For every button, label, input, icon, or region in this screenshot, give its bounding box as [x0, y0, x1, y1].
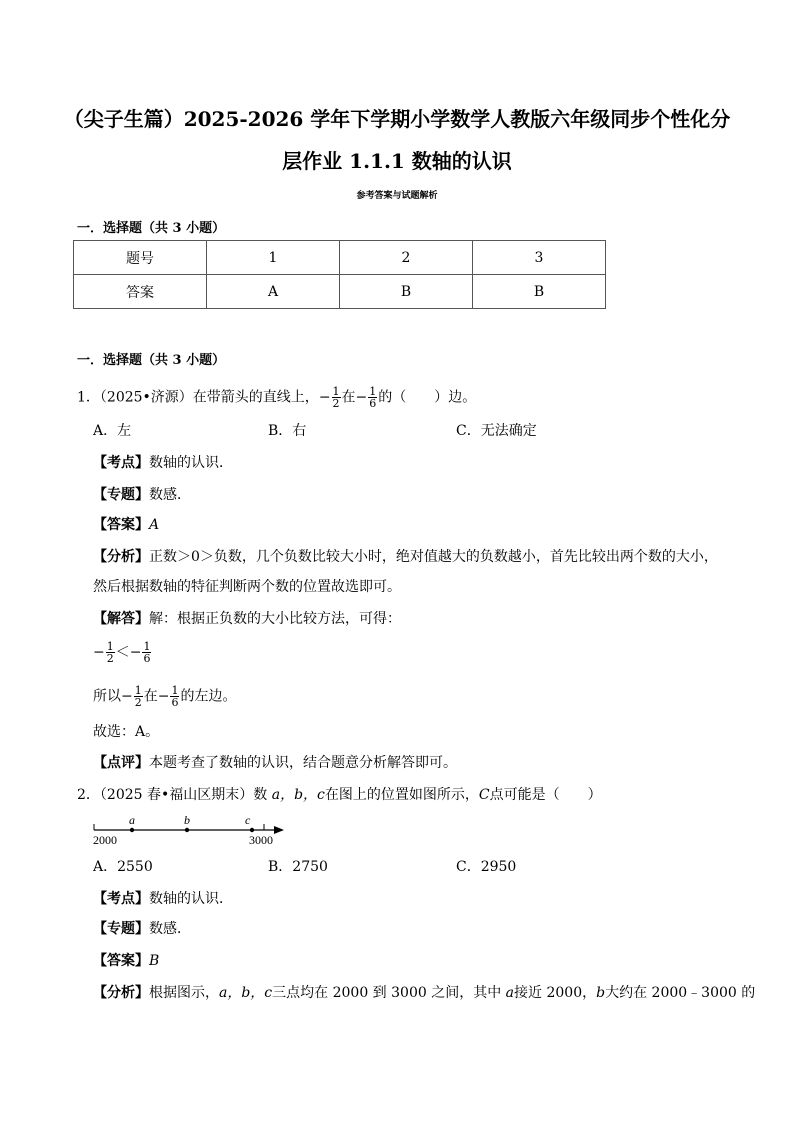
q1-answer: 【答案】A	[93, 517, 160, 533]
q2-stem: 2．（2025 春•福山区期末）数 a，b，c在图上的位置如图所示，C点可能是（ ）	[77, 787, 602, 803]
section-heading: 一．选择题（共 3 小题）	[77, 353, 226, 368]
q1-tail: 的（ ）边。	[378, 389, 477, 406]
answer-table	[73, 240, 606, 309]
label-c: c	[245, 813, 251, 827]
page-subtitle: 参考答案与试题解析	[356, 191, 438, 201]
table-row	[74, 241, 606, 275]
table-cell: 题号	[74, 241, 207, 275]
point-a	[130, 828, 134, 832]
q2-kaodian: 【考点】数轴的认识．	[93, 891, 233, 907]
q1-solution-1: 【解答】解：根据正负数的大小比较方法，可得：	[93, 611, 401, 627]
table-cell: 3	[473, 241, 606, 275]
q1-option-c: C．无法确定	[456, 423, 537, 439]
q2-option-b: B．2750	[268, 859, 328, 875]
q2-option-c: C．2950	[456, 859, 517, 875]
axis-start-label: 2000	[93, 833, 117, 847]
page-title-line2: 层作业 1.1.1 数轴的认识	[282, 149, 512, 173]
q1-conclusion: 所以− $\frac{1}{2}$ 在− $\frac{1}{6}$ 的左边。	[93, 684, 237, 709]
axis-end-label: 3000	[249, 833, 273, 847]
minus-sign: −	[355, 389, 368, 406]
q1-comment: 【点评】本题考查了数轴的认识，结合题意分析解答即可。	[93, 755, 457, 771]
fraction: $\frac{1}{6}$	[369, 385, 377, 410]
point-c	[250, 828, 254, 832]
q1-zhuanti: 【专题】数感．	[93, 487, 191, 503]
q2-option-a: A．2550	[93, 859, 153, 875]
q1-inequality: − $\frac{1}{2}$ ＜− $\frac{1}{6}$	[93, 640, 151, 665]
q1-option-a: A．左	[93, 423, 132, 439]
q1-option-b: B．右	[268, 423, 307, 439]
fraction: $\frac{1}{2}$	[332, 385, 340, 410]
table-cell: 1	[207, 241, 340, 275]
q1-analysis-2: 然后根据数轴的特征判断两个数的位置故选即可。	[93, 579, 401, 595]
q1-mid: 在	[341, 389, 356, 406]
table-cell: B	[340, 275, 473, 309]
table-cell: A	[207, 275, 340, 309]
q1-stem	[77, 386, 476, 409]
q1-choice: 故选：A。	[93, 724, 160, 740]
label-b: b	[184, 813, 190, 827]
q2-answer: 【答案】B	[93, 953, 160, 969]
label-a: a	[129, 813, 135, 827]
table-cell: 2	[340, 241, 473, 275]
arrow-head-icon	[274, 826, 284, 834]
minus-sign: −	[318, 389, 331, 406]
table-cell: 答案	[74, 275, 207, 309]
page-title-line1: （尖子生篇）2025-2026 学年下学期小学数学人教版六年级同步个性化分	[63, 107, 731, 131]
point-b	[185, 828, 189, 832]
q1-number: 1．	[77, 389, 100, 406]
q1-kaodian: 【考点】数轴的认识．	[93, 455, 233, 471]
table-row	[74, 275, 606, 309]
number-line-figure	[88, 812, 298, 852]
answer-section-heading: 一．选择题（共 3 小题）	[77, 221, 226, 236]
table-cell: B	[473, 275, 606, 309]
q2-analysis-1: 【分析】根据图示，a，b，c三点均在 2000 到 3000 之间，其中 a接近 2000，b大约在 2000﹣3000 的	[93, 985, 756, 1001]
q2-zhuanti: 【专题】数感．	[93, 921, 191, 937]
q1-source: （2025•济源）在带箭头的直线上，	[99, 389, 319, 406]
q1-analysis-1: 【分析】正数＞0＞负数，几个负数比较大小时，绝对值越大的负数越小，首先比较出两个数的大小，	[93, 549, 718, 565]
